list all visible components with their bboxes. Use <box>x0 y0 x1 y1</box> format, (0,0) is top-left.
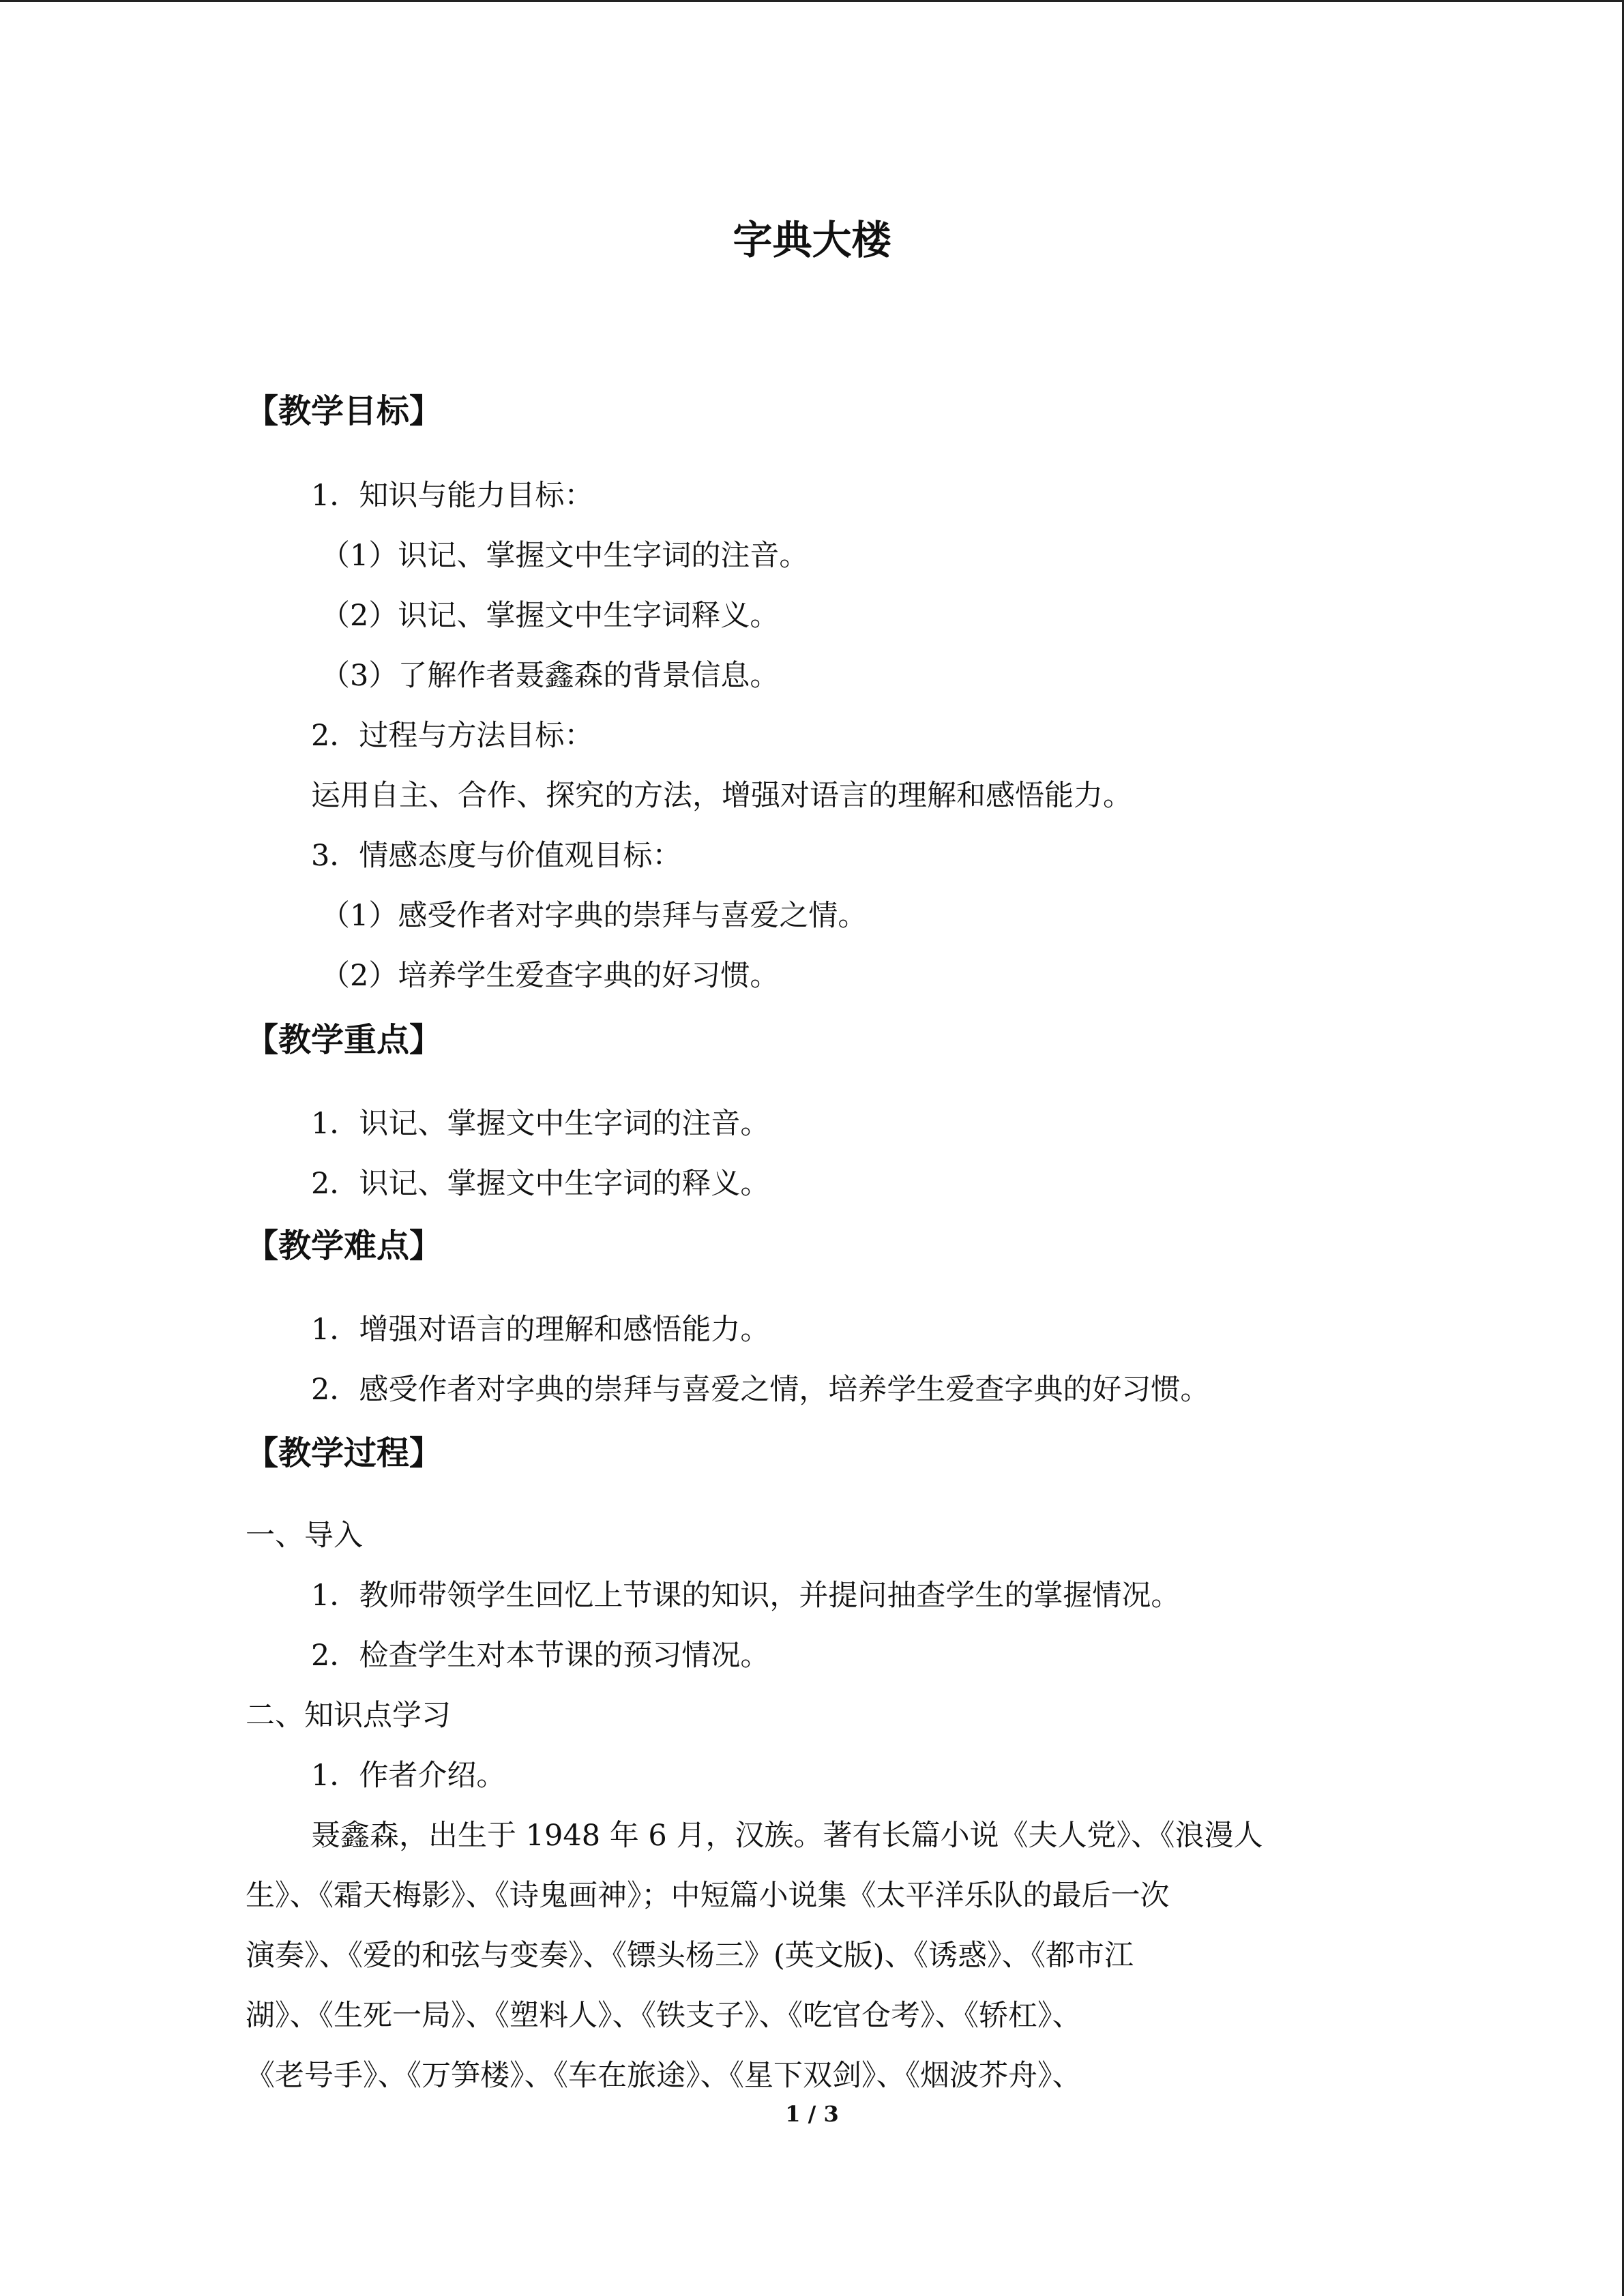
objective-line: （2）识记、掌握文中生字词释义。 <box>321 599 780 633</box>
process-line: 一、导入 <box>246 1519 363 1553</box>
author-paragraph-line: 《老号手》、《万笋楼》、《车在旅途》、《星下双剑》、《烟波芥舟》、 <box>246 2059 1082 2093</box>
objective-line: （1）感受作者对字典的崇拜与喜爱之情。 <box>321 899 868 933</box>
difficulty-line: 1．增强对语言的理解和感悟能力。 <box>311 1313 770 1347</box>
heading-process: 【教学过程】 <box>246 1434 443 1472</box>
heading-objectives: 【教学目标】 <box>246 392 443 430</box>
difficulty-line: 2．感受作者对字典的崇拜与喜爱之情，培养学生爱查字典的好习惯。 <box>311 1373 1210 1407</box>
objective-line: 3．情感态度与价值观目标： <box>311 839 682 873</box>
key-point-line: 2．识记、掌握文中生字词的释义。 <box>311 1167 770 1201</box>
objective-line: （3）了解作者聂鑫森的背景信息。 <box>321 659 780 693</box>
objective-line: 1．知识与能力目标： <box>311 479 594 513</box>
heading-difficulties: 【教学难点】 <box>246 1227 443 1265</box>
objective-line: 2．过程与方法目标： <box>311 719 594 753</box>
page-number: 1 / 3 <box>785 2101 839 2127</box>
objective-line: 运用自主、合作、探究的方法，增强对语言的理解和感悟能力。 <box>311 779 1132 813</box>
process-line: 2．检查学生对本节课的预习情况。 <box>311 1639 770 1673</box>
author-paragraph-line: 生》、《霜天梅影》、《诗鬼画神》；中短篇小说集《太平洋乐队的最后一次 <box>246 1879 1170 1913</box>
objective-line: （2）培养学生爱查字典的好习惯。 <box>321 959 780 993</box>
key-point-line: 1．识记、掌握文中生字词的注音。 <box>311 1107 770 1141</box>
process-line: 1．作者介绍。 <box>311 1759 506 1793</box>
process-line: 1．教师带领学生回忆上节课的知识，并提问抽查学生的掌握情况。 <box>311 1579 1181 1613</box>
objective-line: （1）识记、掌握文中生字词的注音。 <box>321 539 809 573</box>
page-border-top <box>0 0 1624 2</box>
process-line: 二、知识点学习 <box>246 1699 451 1733</box>
author-paragraph-line: 演奏》、《爱的和弦与变奏》、《镖头杨三》(英文版)、《诱惑》、《都市江 <box>246 1939 1134 1973</box>
author-paragraph-line: 湖》、《生死一局》、《塑料人》、《铁支子》、《吃官仓考》、《轿杠》、 <box>246 1999 1082 2033</box>
author-paragraph-line: 聂鑫森，出生于 1948 年 6 月，汉族。著有长篇小说《夫人党》、《浪漫人 <box>311 1819 1263 1853</box>
heading-key-points: 【教学重点】 <box>246 1021 443 1059</box>
document-title: 字典大楼 <box>733 217 891 263</box>
